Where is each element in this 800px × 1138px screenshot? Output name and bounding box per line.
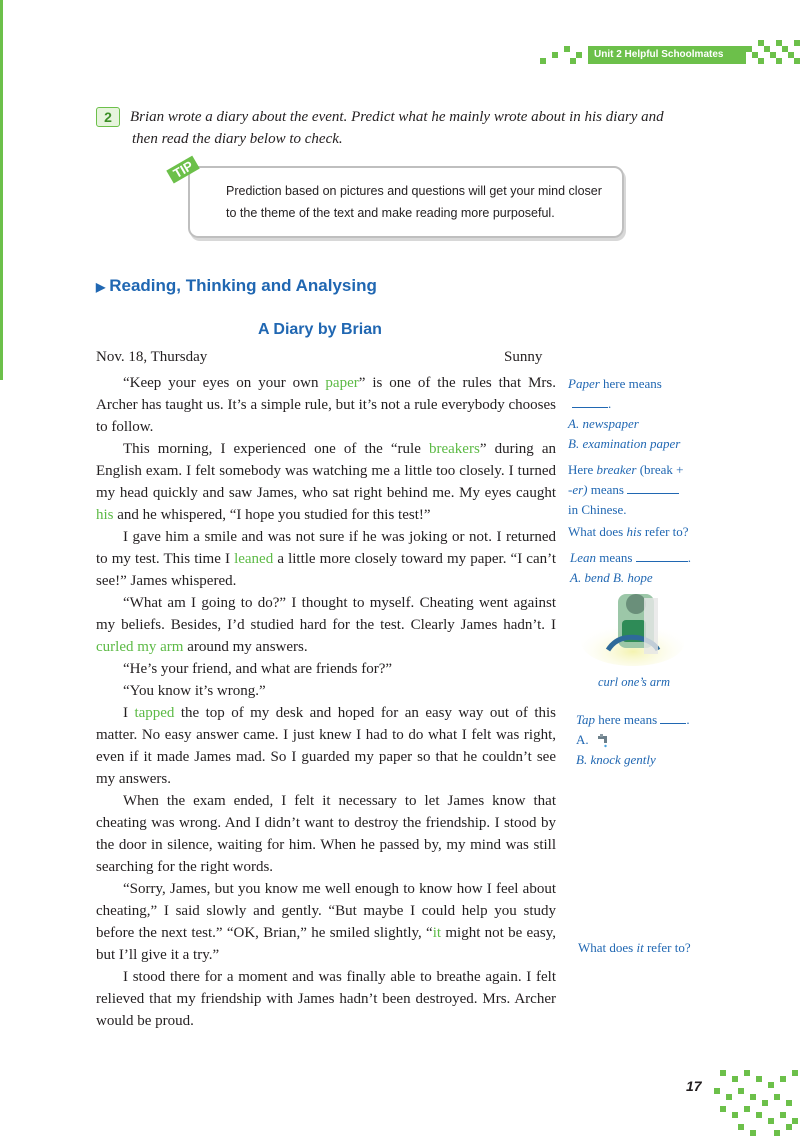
paragraph-text: might not be easy, but I’ll give it a try.” [96,925,556,963]
paragraph-text: I stood there for a moment and was finally able to breathe again. I felt relieved that my friendship with James hadn’t been destroyed. Mrs. Archer would be proud. [96,969,556,1029]
note-paper: Paper here means . A. newspaper B. examination paper [568,374,680,454]
highlighted-word: tapped [134,705,175,721]
diary-paragraph [96,592,556,658]
paragraph-text: “What am I going to do?” I thought to myself. Cheating went against my beliefs. Besides, I’d studied hard for the test. Clearly James hadn’t. I [96,595,556,633]
note-paper-option-b: B. examination paper [568,436,681,451]
tip-text [226,180,618,224]
paragraph-text: “Keep your eyes on your own [123,375,326,391]
unit-header: Unit 2 Helpful Schoolmates [588,46,746,64]
answer-blank [636,549,688,562]
note-tap-option-a: A. [576,732,589,747]
curl-caption: curl one’s arm [598,675,670,689]
left-margin-bar [0,0,3,380]
diary-paragraph [96,790,556,878]
paragraph-text: “You know it’s wrong.” [123,683,266,699]
diary-title: A Diary by Brian [258,321,382,338]
paragraph-text: around my answers. [183,639,308,655]
task-instruction-line1: Brian wrote a diary about the event. Predict what he mainly wrote about in his diary and [130,109,664,125]
note-paper-word: Paper [568,376,600,391]
note-breaker-pre: Here [568,462,597,477]
paragraph-text: I gave him a smile and was not sure if he was joking or not. I returned to my test. This time I [96,529,556,567]
diary-paragraph [96,372,556,438]
highlighted-word: leaned [234,551,274,567]
paragraph-text: and he whispered, “I hope you studied for this test!” [113,507,431,523]
section-title: Reading, Thinking and Analysing [109,276,377,295]
answer-blank [627,481,679,494]
paragraph-text: When the exam ended, I felt it necessary to let James know that cheating was wrong. And I didn’t want to destroy the friendship. I stood by the door in silence, waiting for him. When he passed by, my mind was still searching for the right words. [96,793,556,875]
note-it-pre: What does [578,940,637,955]
paragraph-text: ” is one of the rules that Mrs. Archer has taught us. It’s a simple rule, but it’s not a rule everybody chooses to follow. [96,375,556,435]
task-instruction-line2: then read the diary below to check. [132,131,343,147]
note-his-pre: What does [568,524,627,539]
diary-body [96,372,556,1032]
faucet-icon [597,734,609,748]
diary-paragraph [96,526,556,592]
note-tap: Tap here means . A. B. knock gently [576,710,690,770]
section-heading [96,276,377,296]
highlighted-word: breakers [429,441,480,457]
note-his-post: refer to? [641,524,689,539]
triangle-arrow-icon: ▶ [96,280,106,294]
note-paper-question: here means [599,376,662,391]
note-breaker-suffix: -er) [568,482,588,497]
highlighted-word: his [96,507,114,523]
highlighted-word: it [432,925,442,941]
answer-blank [660,711,686,724]
note-breaker-word: breaker [596,462,637,477]
note-breaker-end: in Chinese. [568,502,627,517]
note-tap-option-b: B. knock gently [576,752,656,767]
note-paper-option-a: A. newspaper [568,416,639,431]
task-number-badge: 2 [96,107,120,127]
footer-checker-decoration [700,1070,800,1138]
note-lean: Lean means . A. bend B. hope [570,548,691,588]
tip-line2: to the theme of the text and make reading more purposeful. [226,206,555,220]
page-number: 17 [686,1078,702,1094]
paragraph-text: a little more closely toward my paper. “I can’t see!” James whispered. [96,551,557,589]
paragraph-text: “Sorry, James, but you know me well enough to know how I feel about cheating,” I said slowly and gently. “But maybe I could help you study before the next test.” “OK, Brian,” he smiled slightly, “ [96,881,556,941]
note-it-word: it [636,940,644,955]
tip-line1: Prediction based on pictures and questions will get your mind closer [226,184,602,198]
note-his [568,522,689,542]
note-breaker-means: means [587,482,624,497]
highlighted-word: paper [325,375,359,391]
note-lean-word: Lean [570,550,596,565]
note-breaker [568,460,684,520]
note-lean-options: A. bend B. hope [570,570,653,585]
paragraph-text: I [123,705,135,721]
note-it-post: refer to? [643,940,691,955]
paragraph-text: This morning, I experienced one of the “rule [123,441,429,457]
tip-label: TIP [166,155,200,183]
diary-paragraph [96,878,556,966]
note-it [578,938,691,958]
diary-paragraph [96,438,556,526]
curl-arm-illustration [578,590,684,668]
note-tap-word: Tap [576,712,596,727]
paragraph-text: ” during an English exam. I felt somebody was watching me a little too closely. I turned my head quickly and saw James, who sat right behind me. My eyes caught [96,441,556,501]
diary-date: Nov. 18, Thursday [96,349,208,365]
note-tap-question: here means [595,712,658,727]
note-breaker-mid: (break + [636,462,684,477]
diary-weather: Sunny [504,349,543,365]
paragraph-text: the top of my desk and hoped for an easy way out of this matter. No easy answer came. I just knew I had to do what I felt was right, even if it made James mad. So I guarded my paper so that he couldn’t see my answers. [96,705,557,787]
diary-paragraph [96,702,556,790]
paragraph-text: “He’s your friend, and what are friends for?” [123,661,393,677]
task-instruction [130,106,720,150]
answer-blank [572,395,608,408]
note-lean-question: means [596,550,633,565]
note-his-word: his [626,524,642,539]
diary-paragraph [96,658,556,680]
diary-paragraph [96,680,556,702]
highlighted-word: curled my arm [96,639,184,655]
diary-paragraph [96,966,556,1032]
